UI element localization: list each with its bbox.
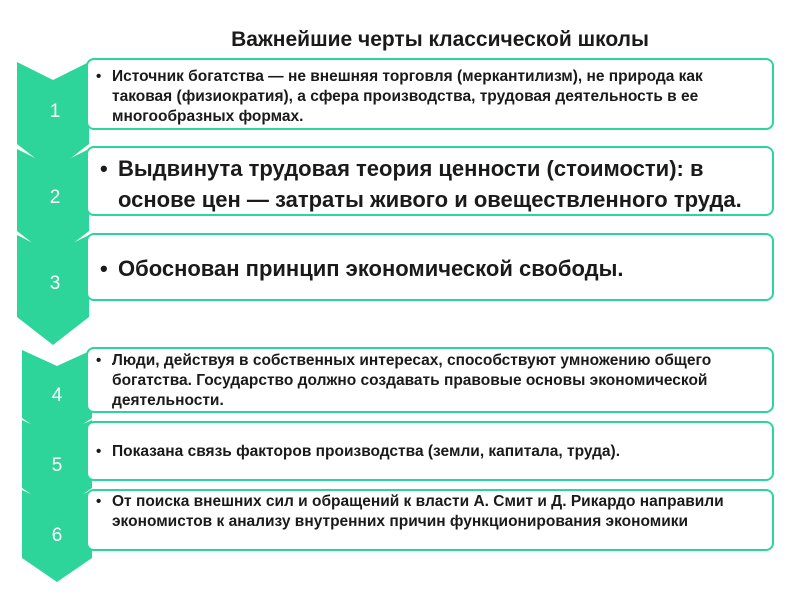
item-box-3: [86, 233, 774, 301]
diagram-title: Важнейшие черты классической школы: [231, 28, 649, 51]
item-box-5: [86, 421, 774, 481]
item-text-6: • От поиска внешних сил и обращений к власти А. Смит и Д. Рикардо направили экономистов к анализу внутренних причин функционирования экономики: [94, 492, 764, 532]
step-number-4: 4: [51, 385, 63, 406]
item-text-2: • Выдвинута трудовая теория ценности (стоимости): в основе цен — затраты живого и овеществленного труда.: [98, 153, 764, 215]
step-number-6: 6: [51, 525, 63, 546]
step-number-3: 3: [49, 273, 61, 294]
step-number-2: 2: [49, 187, 61, 208]
item-text-4: • Люди, действуя в собственных интересах, способствуют умножению общего богатства. Государство должно создавать правовые основы экономической деятельности.: [94, 351, 764, 411]
item-box-6: [86, 489, 774, 551]
item-text-1: • Источник богатства — не внешняя торговля (меркантилизм), не природа как таковая (физиократия), а сфера производства, трудовая деятельность в ее многообразных формах.: [94, 67, 764, 127]
item-text-5: • Показана связь факторов производства (земли, капитала, труда).: [94, 442, 764, 462]
item-box-1: [86, 58, 774, 130]
item-box-2: [86, 146, 774, 216]
item-box-4: [86, 347, 774, 413]
step-number-5: 5: [51, 455, 63, 476]
step-number-1: 1: [49, 101, 61, 122]
item-text-3: • Обоснован принцип экономической свободы.: [98, 253, 764, 284]
